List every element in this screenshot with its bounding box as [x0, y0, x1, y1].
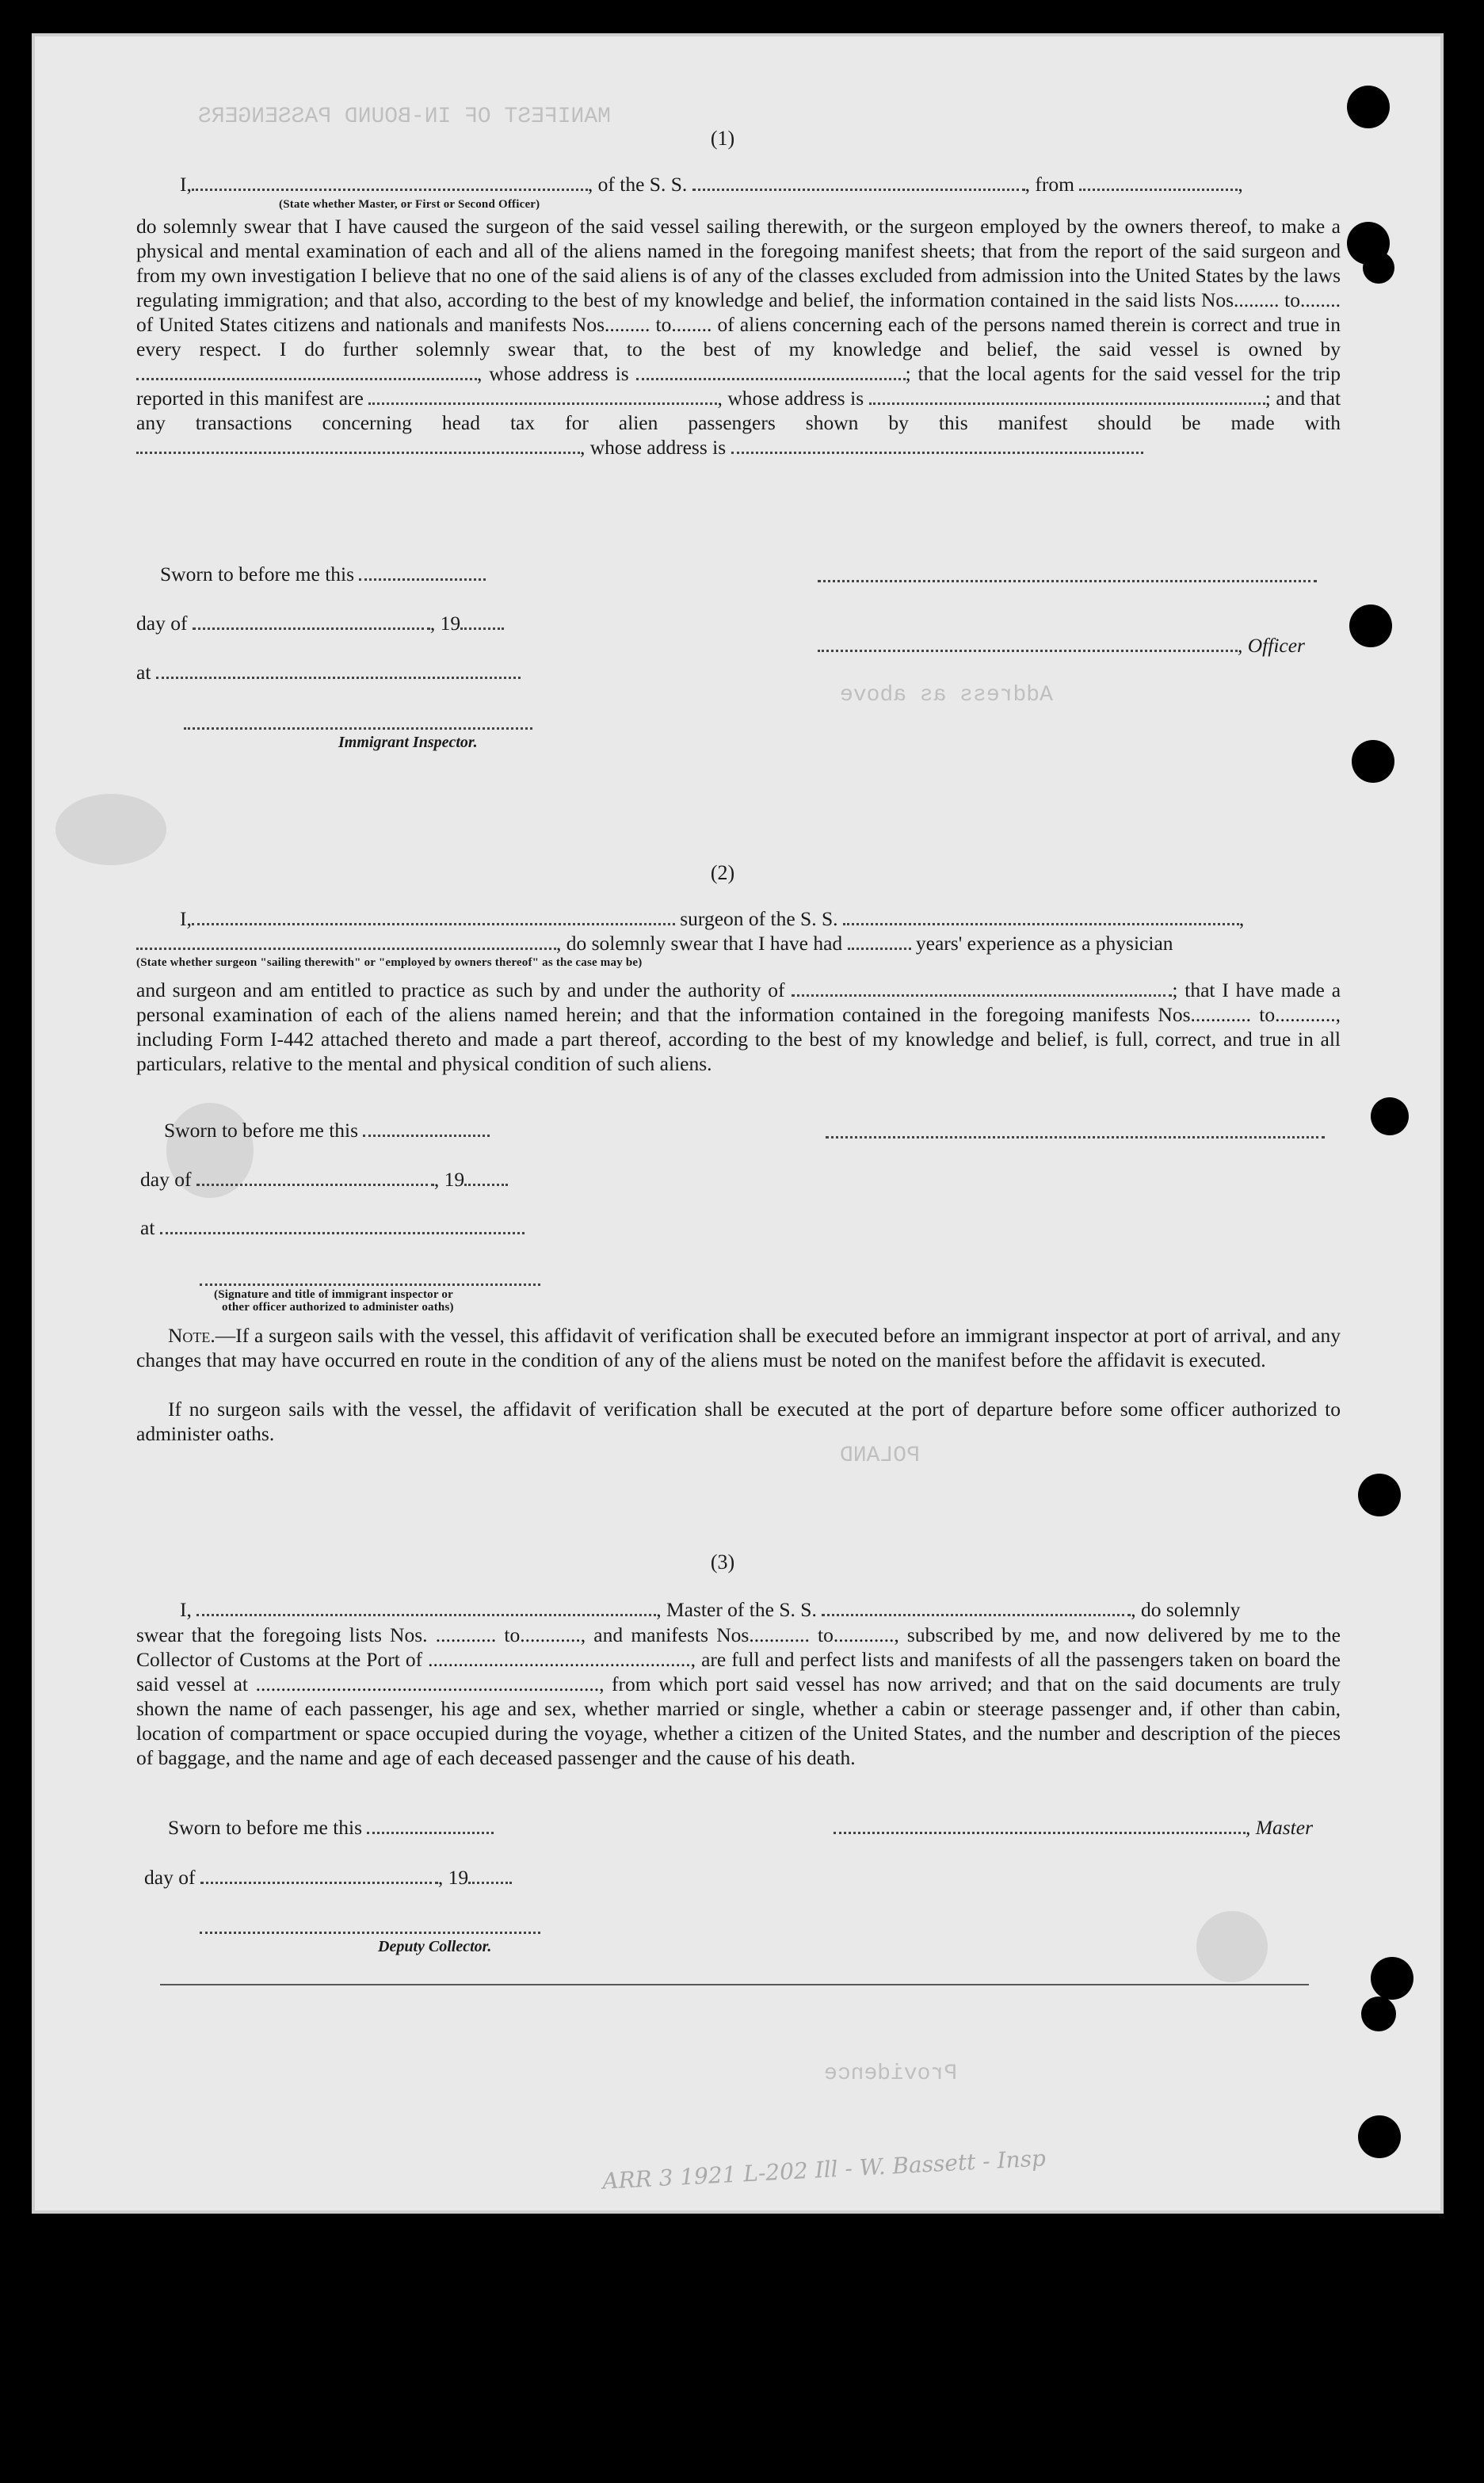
s3-deputy-caption: Deputy Collector.: [378, 1938, 492, 1955]
smudge: [1196, 1911, 1268, 1982]
punch-hole: [1349, 605, 1392, 647]
s1-officer-signature-field[interactable]: [818, 642, 1238, 652]
s2-sworn-line: Sworn to before me this: [164, 1119, 490, 1142]
s1-from-label: , from: [1024, 173, 1074, 196]
punch-hole: [1361, 1997, 1396, 2031]
surgeon-note: (State whether surgeon "sailing therewith" or "employed by owners thereof" as the case may be): [136, 956, 643, 969]
s3-sworn-line: Sworn to before me this: [168, 1816, 494, 1840]
s2-signature-note-1: (Signature and title of immigrant inspector or: [214, 1288, 453, 1301]
officer-name-field[interactable]: [192, 181, 588, 191]
s3-day-line: day of , 19: [144, 1866, 512, 1890]
s1-i-label: I,: [180, 173, 192, 196]
bottom-rule: [160, 1984, 1309, 1985]
s2-surgeon-signature-line[interactable]: [826, 1136, 1325, 1139]
s1-day-field[interactable]: [193, 620, 430, 630]
s3-day-field[interactable]: [200, 1874, 438, 1884]
years-field[interactable]: [848, 940, 911, 950]
punch-hole: [1358, 2115, 1401, 2158]
note-paragraph-1: Note.—If a surgeon sails with the vessel, this affidavit of verification shall be executed before an immigrant inspector at port of arrival, and any changes that may have occurred en route in the condition of any of the aliens must be noted on the manifest before the affidavit is executed.: [136, 1324, 1341, 1371]
s2-line2: , do solemnly swear that I have had years' experience as a physician: [136, 932, 1173, 955]
s3-line1: I, , Master of the S. S. , do solemnly: [180, 1598, 1241, 1621]
owner-field[interactable]: [136, 370, 477, 380]
s2-inspector-signature-line[interactable]: [200, 1283, 540, 1286]
s1-sworn-date-field[interactable]: [359, 570, 486, 581]
s1-oath-paragraph: do solemnly swear that I have caused the surgeon of the said vessel sailing therewith, or the surgeon employed by the owners thereof, to make a physical and mental examination of each and all of the aliens named in the foregoing manifest sheets; that from the report of the said surgeon and from my own investigation I believe that no one of the said aliens is of any of the classes excluded from admission into the United States by the laws regulating immigration; and that also, according to the best of my knowledge and belief, the information contained in the said lists Nos......... to........ of United States citizens and nationals and manifests Nos......... to........ of aliens concerning each of the persons named therein is correct and true in every respect. I do further solemnly swear that, to the best of my knowledge and belief, the said vessel is owned by , whose address is ; that the local agents for the said vessel for the trip reported in this manifest are , whose address is ; and that any transactions concerning head tax for alien passengers shown by this manifest should be made with , whose address is: [136, 215, 1341, 459]
s2-oath-paragraph: and surgeon and am entitled to practice as such by and under the authority of ; that I have made a personal examination of each of the aliens named herein; and that the information contained in the foregoing manifests Nos............ to............, including Form I-442 attached thereto and made a part thereof, according to the best of my knowledge and belief, is full, correct, and true in all particulars, relative to the mental and physical condition of such aliens.: [136, 978, 1341, 1075]
handwritten-stamp: ARR 3 1921 L-202 Ill - W. Bassett - Insp: [601, 2145, 1047, 2195]
s3-oath-paragraph: swear that the foregoing lists Nos. ............ to............, and manifests Nos............ to............, subscribed by me, and now delivered by me to the Collector of Customs at the Port of ...................................................., are full and perfect lists and manifests of all the passengers taken on board the said vessel at ...................................................................., from which port said vessel has now arrived; and that on the said documents are truly shown the name of each passenger, his age and sex, whether married or single, whether a cabin or steerage passenger and, if other than cabin, location of compartment or space occupied during the voyage, whether a citizen of the United States, and the number and description of the pieces of baggage, and the name and age of each deceased passenger and the cause of his death.: [136, 1623, 1341, 1769]
bleed-through-text: Providence: [824, 2062, 958, 2086]
master-name-field[interactable]: [196, 1606, 656, 1616]
punch-hole: [1363, 252, 1394, 284]
s2-line1: I, surgeon of the S. S. ,: [180, 907, 1245, 930]
surgeon-status-field[interactable]: [136, 940, 556, 950]
s2-at-line: at: [140, 1216, 525, 1240]
section-1-number: (1): [710, 127, 735, 150]
s1-inspector-signature-line[interactable]: [184, 727, 532, 730]
document-sheet: [32, 33, 1444, 2214]
s3-master-signature-field[interactable]: [834, 1824, 1246, 1834]
s2-ship-name-field[interactable]: [843, 915, 1239, 925]
s2-signature-note-2: other officer authorized to administer oaths): [222, 1301, 454, 1314]
s3-year-field[interactable]: [468, 1874, 512, 1884]
s3-ship-name-field[interactable]: [822, 1606, 1131, 1616]
agents-address-field[interactable]: [869, 395, 1265, 405]
s1-year-field[interactable]: [460, 620, 504, 630]
s2-day-field[interactable]: [196, 1176, 434, 1186]
punch-hole: [1347, 86, 1390, 128]
bleed-through-text: Address as above: [840, 683, 1053, 708]
punch-hole: [1371, 1957, 1413, 2000]
s1-of-ss-label: , of the S. S.: [587, 173, 688, 196]
officer-note: (State whether Master, or First or Second Officer): [279, 198, 540, 211]
owner-address-field[interactable]: [636, 370, 906, 380]
authority-field[interactable]: [792, 986, 1172, 997]
s1-sworn-line: Sworn to before me this: [160, 563, 486, 586]
agents-field[interactable]: [368, 395, 717, 405]
s1-inspector-caption: Immigrant Inspector.: [338, 734, 478, 751]
ship-name-field[interactable]: [692, 181, 1025, 191]
s1-at-field[interactable]: [156, 669, 521, 679]
s3-master-line: , Master: [834, 1816, 1313, 1840]
section-2-number: (2): [710, 861, 735, 884]
head-tax-party-field[interactable]: [136, 444, 580, 454]
s2-year-field[interactable]: [464, 1176, 508, 1186]
from-port-field[interactable]: [1079, 181, 1238, 191]
s1-day-line: day of , 19: [136, 612, 504, 635]
s2-sworn-date-field[interactable]: [363, 1127, 490, 1137]
s2-at-field[interactable]: [160, 1224, 525, 1234]
head-tax-address-field[interactable]: [731, 444, 1143, 454]
s2-day-line: day of , 19: [140, 1168, 508, 1192]
section-3-number: (3): [710, 1550, 735, 1573]
s1-at-line: at: [136, 661, 521, 685]
bleed-through-text: MANIFEST OF IN-BOUND PASSENGERS: [198, 105, 611, 129]
s1-signature-line[interactable]: [818, 580, 1317, 582]
surgeon-name-field[interactable]: [192, 915, 675, 925]
bleed-through-text: POLAND: [840, 1444, 920, 1468]
s1-officer-line: , Officer: [818, 634, 1305, 658]
note-paragraph-2: If no surgeon sails with the vessel, the affidavit of verification shall be executed at the port of departure before some officer authorized to administer oaths.: [136, 1398, 1341, 1445]
punch-hole: [1371, 1097, 1409, 1135]
s3-sworn-date-field[interactable]: [367, 1824, 494, 1834]
s3-deputy-signature-line[interactable]: [200, 1932, 540, 1934]
punch-hole: [1358, 1474, 1401, 1516]
s1-line1: I, , of the S. S. , from ,: [180, 173, 1243, 196]
punch-hole: [1352, 740, 1394, 783]
smudge: [55, 794, 166, 865]
